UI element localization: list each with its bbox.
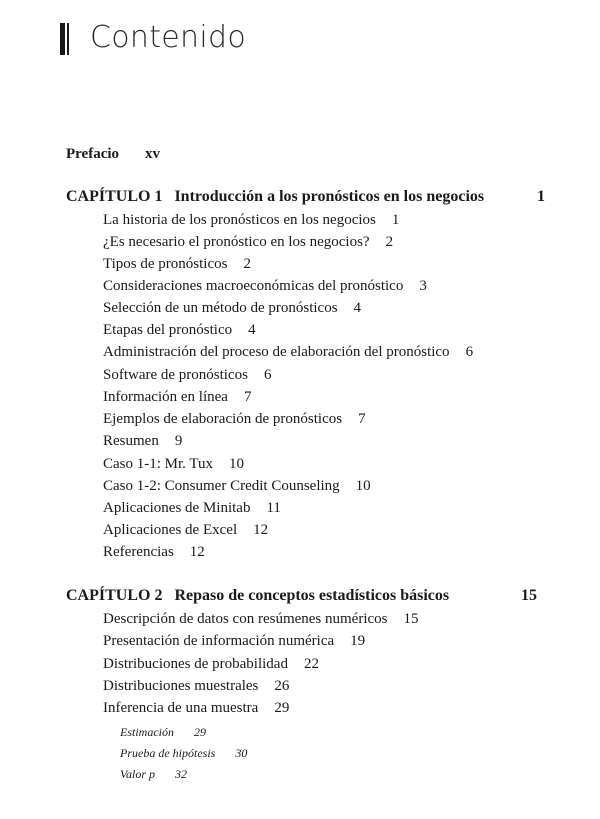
toc-entry[interactable]: Consideraciones macroeconómicas del pronóstico 3: [103, 278, 427, 294]
toc-entry[interactable]: Aplicaciones de Minitab 11: [103, 500, 281, 516]
page-title: Contenido: [90, 20, 246, 55]
toc-entry[interactable]: Resumen 9: [103, 433, 183, 449]
toc-entry[interactable]: Caso 1-2: Consumer Credit Counseling 10: [103, 478, 371, 494]
toc-chapter-1[interactable]: [66, 188, 545, 206]
title-rule-thick: [60, 23, 65, 55]
toc-entry[interactable]: Etapas del pronóstico 4: [103, 322, 256, 338]
chapter-1-title: Introducción a los pronósticos en los negocios: [174, 188, 485, 205]
toc-entry[interactable]: Información en línea 7: [103, 389, 252, 405]
toc-entry[interactable]: Distribuciones de probabilidad 22: [103, 656, 319, 672]
toc-prefacio-label: Prefacio: [66, 146, 120, 162]
chapter-2-title: Repaso de conceptos estadísticos básicos: [174, 587, 450, 604]
toc-prefacio[interactable]: [66, 146, 160, 163]
toc-subentry[interactable]: Prueba de hipótesis 30: [120, 746, 248, 760]
toc-entry[interactable]: Aplicaciones de Excel 12: [103, 522, 269, 538]
toc-subentry[interactable]: Valor p 32: [120, 767, 188, 781]
toc-subentry[interactable]: Estimación 29: [120, 725, 206, 739]
toc-entry[interactable]: Referencias 12: [103, 544, 205, 560]
toc-entry[interactable]: Software de pronósticos 6: [103, 367, 272, 383]
toc-chapter-2[interactable]: [66, 587, 537, 605]
toc-entry[interactable]: Distribuciones muestrales 26: [103, 678, 290, 694]
toc-entry[interactable]: Tipos de pronósticos 2: [103, 256, 251, 272]
toc-entry[interactable]: Administración del proceso de elaboración del pronóstico 6: [103, 344, 474, 360]
toc-entry[interactable]: Caso 1-1: Mr. Tux 10: [103, 456, 245, 472]
chapter-1-label: CAPÍTULO 1: [66, 188, 163, 205]
toc-entry[interactable]: La historia de los pronósticos en los negocios 1: [103, 212, 400, 228]
toc-entry[interactable]: Descripción de datos con resúmenes numéricos 15: [103, 611, 419, 627]
toc-entry[interactable]: Selección de un método de pronósticos 4: [103, 300, 362, 316]
toc-prefacio-page: xv: [145, 146, 161, 162]
toc-entry[interactable]: Inferencia de una muestra 29: [103, 700, 290, 716]
title-rule-thin: [67, 23, 69, 55]
toc-entry[interactable]: ¿Es necesario el pronóstico en los negocios? 2: [103, 234, 394, 250]
chapter-1-page: 1: [537, 188, 545, 205]
chapter-2-label: CAPÍTULO 2: [66, 587, 163, 604]
toc-entry[interactable]: Ejemplos de elaboración de pronósticos 7: [103, 411, 366, 427]
toc-entry[interactable]: Presentación de información numérica 19: [103, 633, 366, 649]
chapter-2-page: 15: [521, 587, 537, 604]
